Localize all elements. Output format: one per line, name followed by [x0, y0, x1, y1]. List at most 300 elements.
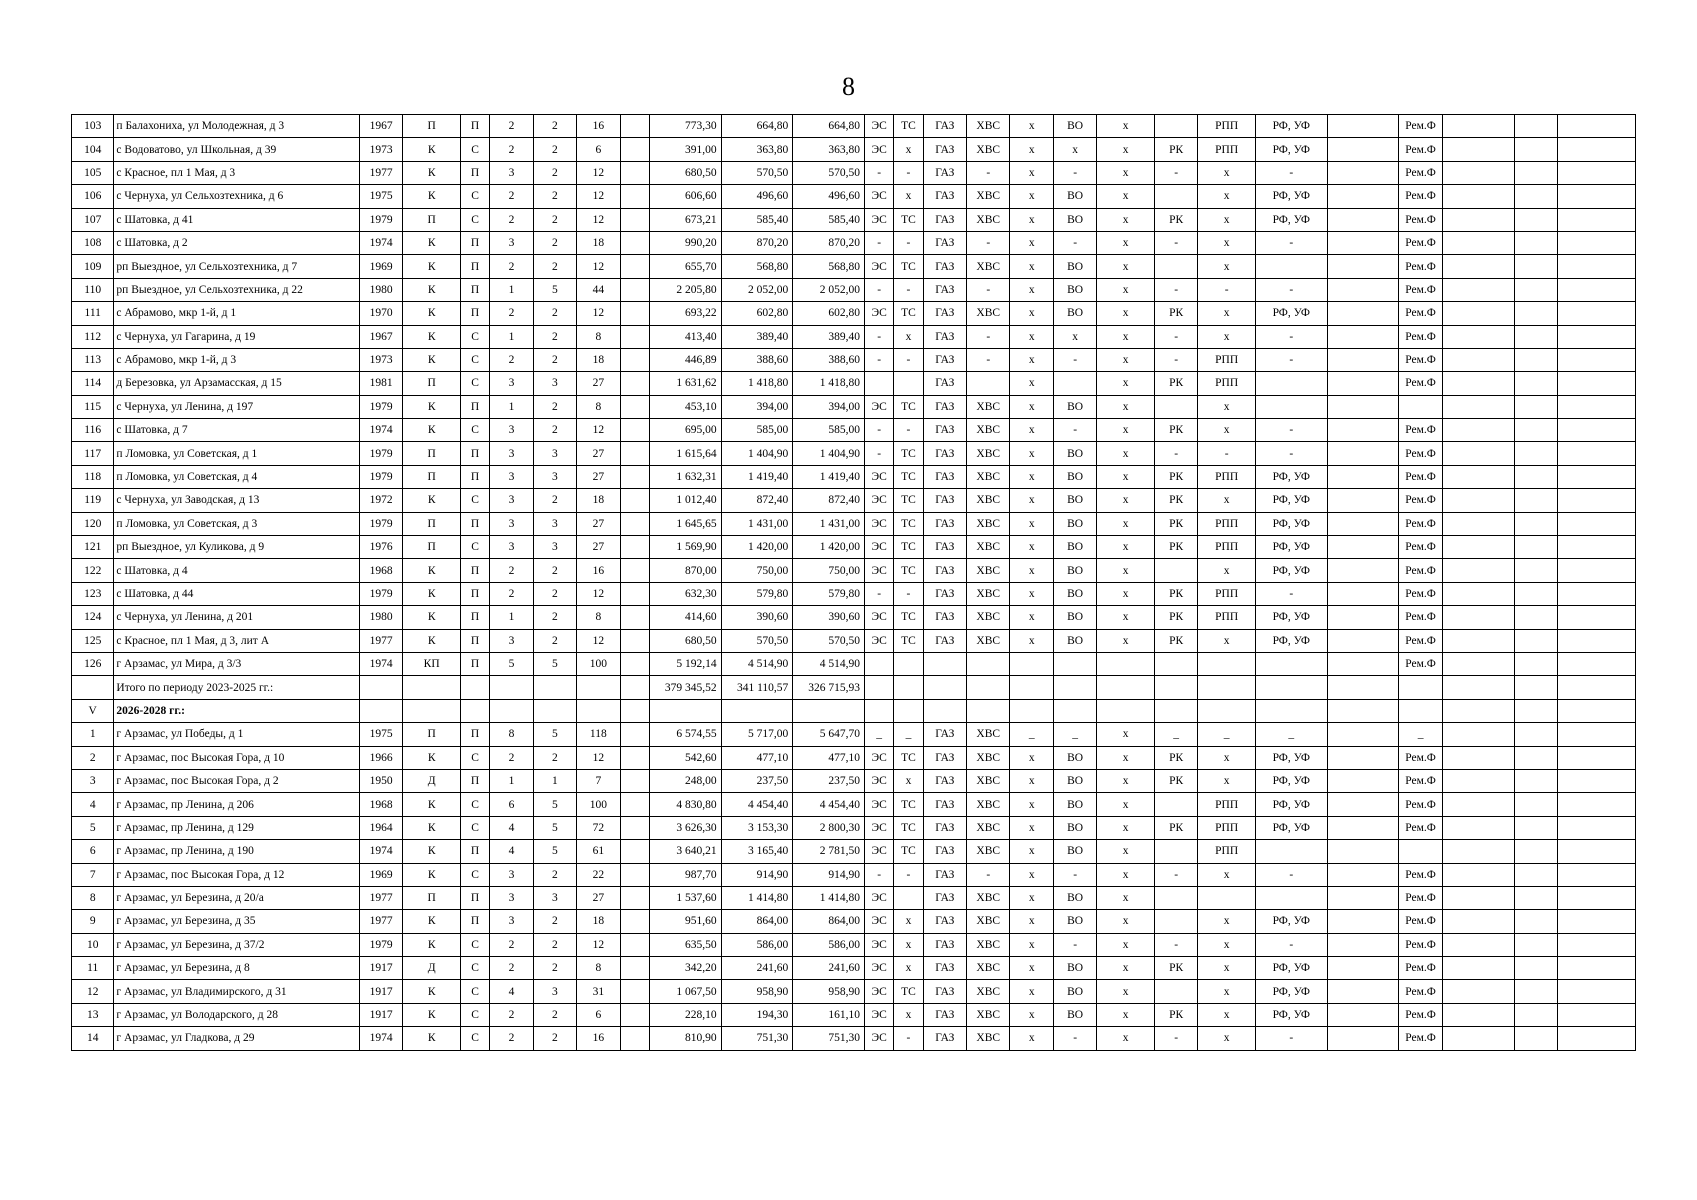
table-cell	[1442, 302, 1514, 325]
table-cell: 241,60	[793, 957, 865, 980]
table-cell	[1327, 746, 1399, 769]
table-cell: Рем.Ф	[1399, 980, 1442, 1003]
table-cell	[1255, 395, 1327, 418]
table-cell	[1053, 676, 1096, 699]
table-cell: 1979	[359, 208, 402, 231]
table-cell	[1399, 395, 1442, 418]
table-cell: -	[967, 348, 1010, 371]
table-cell: С	[460, 372, 489, 395]
table-cell	[620, 910, 649, 933]
table-cell: ЭС	[865, 957, 894, 980]
table-cell: Рем.Ф	[1399, 886, 1442, 909]
table-cell	[967, 372, 1010, 395]
table-cell: П	[460, 302, 489, 325]
table-cell: 990,20	[649, 231, 721, 254]
table-cell: 2	[490, 302, 533, 325]
table-cell: 1950	[359, 769, 402, 792]
table-cell: ГАЗ	[923, 231, 966, 254]
table-cell: х	[1097, 512, 1155, 535]
table-cell: ХВС	[967, 115, 1010, 138]
table-cell	[1514, 255, 1557, 278]
table-cell: х	[894, 1003, 923, 1026]
table-cell: -	[865, 442, 894, 465]
table-cell: х	[1097, 208, 1155, 231]
table-cell: ТС	[894, 559, 923, 582]
table-cell: х	[1097, 746, 1155, 769]
table-cell: 1 418,80	[721, 372, 793, 395]
table-cell: 914,90	[721, 863, 793, 886]
table-cell: 3	[490, 465, 533, 488]
table-cell	[620, 138, 649, 161]
table-cell: С	[460, 816, 489, 839]
table-cell: РПП	[1198, 536, 1256, 559]
table-cell: 2 052,00	[721, 278, 793, 301]
table-cell: -	[967, 325, 1010, 348]
table-cell: -	[865, 419, 894, 442]
table-cell: Рем.Ф	[1399, 512, 1442, 535]
table-cell	[1442, 582, 1514, 605]
table-cell: 586,00	[721, 933, 793, 956]
table-cell	[620, 419, 649, 442]
table-cell	[1514, 746, 1557, 769]
address-cell: г Арзамас, пос Высокая Гора, д 12	[114, 863, 360, 886]
table-cell: 1974	[359, 840, 402, 863]
table-cell: х	[894, 933, 923, 956]
table-cell: ЭС	[865, 910, 894, 933]
table-cell: 61	[577, 840, 620, 863]
table-cell	[1327, 652, 1399, 675]
table-cell: -	[1255, 863, 1327, 886]
table-cell	[1557, 325, 1635, 348]
table-cell: К	[403, 1027, 461, 1050]
table-cell: П	[403, 208, 461, 231]
table-cell: 750,00	[721, 559, 793, 582]
table-cell: ГАЗ	[923, 348, 966, 371]
table-cell: К	[403, 1003, 461, 1026]
table-cell: х	[1097, 489, 1155, 512]
table-cell: С	[460, 933, 489, 956]
table-cell: 1 404,90	[793, 442, 865, 465]
address-cell: п Балахониха, ул Молодежная, д 3	[114, 115, 360, 138]
table-cell	[1442, 489, 1514, 512]
table-cell: 12	[577, 419, 620, 442]
table-cell: ВО	[1053, 559, 1096, 582]
table-cell: 4	[490, 840, 533, 863]
table-cell: ТС	[894, 793, 923, 816]
table-cell: 751,30	[721, 1027, 793, 1050]
table-cell: П	[460, 723, 489, 746]
table-cell: х	[1010, 1003, 1053, 1026]
table-cell	[1255, 676, 1327, 699]
table-cell: ТС	[894, 536, 923, 559]
table-cell	[1053, 372, 1096, 395]
table-cell	[721, 699, 793, 722]
table-cell: х	[1198, 302, 1256, 325]
address-cell: с Водоватово, ул Школьная, д 39	[114, 138, 360, 161]
table-cell: х	[1198, 863, 1256, 886]
table-cell: ВО	[1053, 886, 1096, 909]
table-cell: П	[460, 161, 489, 184]
table-cell: 389,40	[793, 325, 865, 348]
table-cell: ТС	[894, 746, 923, 769]
table-cell: РК	[1154, 138, 1197, 161]
table-cell	[620, 980, 649, 1003]
table-cell	[1327, 559, 1399, 582]
table-cell: -	[1053, 419, 1096, 442]
table-cell: х	[1010, 185, 1053, 208]
table-cell: ГАЗ	[923, 512, 966, 535]
table-cell: х	[1097, 840, 1155, 863]
table-cell: х	[1010, 629, 1053, 652]
table-cell: х	[1198, 559, 1256, 582]
table-row	[72, 606, 1636, 629]
table-cell: 1970	[359, 302, 402, 325]
table-cell: -	[967, 161, 1010, 184]
table-cell	[1557, 676, 1635, 699]
table-cell: 1 420,00	[793, 536, 865, 559]
table-cell: 680,50	[649, 161, 721, 184]
table-cell	[1514, 1003, 1557, 1026]
table-cell: К	[403, 489, 461, 512]
table-cell: ВО	[1053, 980, 1096, 1003]
address-cell: 2026-2028 гг.:	[114, 699, 360, 722]
table-cell: х	[1010, 886, 1053, 909]
table-cell: х	[1097, 933, 1155, 956]
table-cell: 6	[577, 1003, 620, 1026]
table-row	[72, 793, 1636, 816]
table-cell: ВО	[1053, 465, 1096, 488]
table-cell: ГАЗ	[923, 372, 966, 395]
row-number-cell: 117	[72, 442, 114, 465]
table-cell	[1442, 723, 1514, 746]
table-row	[72, 348, 1636, 371]
table-cell: ГАЗ	[923, 442, 966, 465]
table-cell: ХВС	[967, 138, 1010, 161]
table-cell: Рем.Ф	[1399, 559, 1442, 582]
table-cell	[967, 652, 1010, 675]
table-cell: 16	[577, 1027, 620, 1050]
table-cell: 1980	[359, 278, 402, 301]
table-cell: ХВС	[967, 442, 1010, 465]
table-cell: 194,30	[721, 1003, 793, 1026]
table-cell	[620, 372, 649, 395]
table-row	[72, 536, 1636, 559]
table-cell: П	[460, 115, 489, 138]
table-cell: 773,30	[649, 115, 721, 138]
table-cell	[1399, 676, 1442, 699]
table-cell: -	[894, 419, 923, 442]
table-cell: 1968	[359, 793, 402, 816]
table-cell: С	[460, 536, 489, 559]
table-cell: 2	[533, 559, 576, 582]
address-cell: п Ломовка, ул Советская, д 3	[114, 512, 360, 535]
table-cell	[620, 652, 649, 675]
table-cell: 2	[533, 910, 576, 933]
table-row	[72, 185, 1636, 208]
table-cell	[1327, 231, 1399, 254]
table-cell: 7	[577, 769, 620, 792]
table-cell: х	[1097, 278, 1155, 301]
table-cell	[1514, 816, 1557, 839]
table-cell	[1327, 536, 1399, 559]
table-cell: х	[1198, 325, 1256, 348]
table-cell: 3	[490, 161, 533, 184]
table-cell	[1557, 419, 1635, 442]
table-cell	[1327, 465, 1399, 488]
table-cell: х	[1010, 582, 1053, 605]
table-cell: 18	[577, 489, 620, 512]
table-cell: 16	[577, 559, 620, 582]
table-cell: РФ, УФ	[1255, 629, 1327, 652]
table-cell: -	[1053, 863, 1096, 886]
table-cell	[1514, 325, 1557, 348]
row-number-cell: 105	[72, 161, 114, 184]
table-cell: х	[1097, 536, 1155, 559]
address-cell: г Арзамас, ул Березина, д 20/а	[114, 886, 360, 909]
table-cell: ХВС	[967, 629, 1010, 652]
table-cell: П	[460, 255, 489, 278]
table-cell: х	[1097, 465, 1155, 488]
table-cell	[1327, 582, 1399, 605]
table-cell: 3	[490, 372, 533, 395]
address-cell: г Арзамас, пос Высокая Гора, д 10	[114, 746, 360, 769]
table-cell: ХВС	[967, 1027, 1010, 1050]
table-cell: ГАЗ	[923, 840, 966, 863]
table-cell	[1327, 793, 1399, 816]
table-row	[72, 559, 1636, 582]
table-cell: х	[1010, 769, 1053, 792]
table-cell: 3	[533, 536, 576, 559]
table-cell: С	[460, 185, 489, 208]
table-cell: ГАЗ	[923, 536, 966, 559]
table-cell: х	[1010, 419, 1053, 442]
table-cell: РПП	[1198, 465, 1256, 488]
table-cell: К	[403, 325, 461, 348]
table-cell: ВО	[1053, 746, 1096, 769]
table-cell: 1 067,50	[649, 980, 721, 1003]
row-number-cell: 4	[72, 793, 114, 816]
table-cell: РФ, УФ	[1255, 115, 1327, 138]
table-cell: 1979	[359, 465, 402, 488]
row-number-cell: 113	[72, 348, 114, 371]
table-cell: ВО	[1053, 302, 1096, 325]
row-number-cell: 111	[72, 302, 114, 325]
table-cell: 1969	[359, 863, 402, 886]
table-cell	[533, 676, 576, 699]
table-cell: Рем.Ф	[1399, 863, 1442, 886]
table-cell	[1514, 652, 1557, 675]
row-number-cell: 107	[72, 208, 114, 231]
table-cell: ТС	[894, 442, 923, 465]
table-cell	[1557, 255, 1635, 278]
table-cell: РФ, УФ	[1255, 769, 1327, 792]
table-cell: К	[403, 348, 461, 371]
table-cell	[1154, 886, 1197, 909]
table-cell: РК	[1154, 629, 1197, 652]
table-cell: 100	[577, 793, 620, 816]
table-cell: х	[1198, 255, 1256, 278]
table-cell: х	[1053, 325, 1096, 348]
table-cell: -	[1198, 442, 1256, 465]
table-cell: РПП	[1198, 582, 1256, 605]
table-cell	[1557, 348, 1635, 371]
table-cell: 4 454,40	[721, 793, 793, 816]
table-cell: 3	[533, 980, 576, 1003]
table-cell	[1198, 652, 1256, 675]
table-cell: ЭС	[865, 1003, 894, 1026]
table-cell	[1514, 582, 1557, 605]
table-cell: 453,10	[649, 395, 721, 418]
table-cell	[894, 886, 923, 909]
table-cell: 2	[533, 606, 576, 629]
table-cell: 2	[490, 185, 533, 208]
table-cell	[1097, 699, 1155, 722]
table-cell: 2	[533, 161, 576, 184]
table-cell	[620, 185, 649, 208]
table-cell: ХВС	[967, 723, 1010, 746]
table-cell: 664,80	[793, 115, 865, 138]
table-cell: х	[1010, 255, 1053, 278]
table-cell: 8	[490, 723, 533, 746]
table-cell: Рем.Ф	[1399, 1003, 1442, 1026]
table-cell: х	[1198, 746, 1256, 769]
table-cell: 4	[490, 980, 533, 1003]
table-row	[72, 442, 1636, 465]
table-cell: х	[894, 957, 923, 980]
table-cell	[1327, 115, 1399, 138]
row-number-cell: 1	[72, 723, 114, 746]
table-cell	[1154, 980, 1197, 1003]
row-number-cell: 12	[72, 980, 114, 1003]
table-cell: х	[1010, 933, 1053, 956]
table-cell: -	[1255, 348, 1327, 371]
table-cell: 987,70	[649, 863, 721, 886]
table-cell: 388,60	[721, 348, 793, 371]
table-cell: 1 419,40	[793, 465, 865, 488]
table-cell	[1442, 676, 1514, 699]
table-cell	[1514, 419, 1557, 442]
table-cell: -	[1154, 348, 1197, 371]
address-cell: с Абрамово, мкр 1-й, д 1	[114, 302, 360, 325]
table-cell: ГАЗ	[923, 138, 966, 161]
table-row	[72, 746, 1636, 769]
table-cell: 2	[533, 933, 576, 956]
table-cell: 394,00	[793, 395, 865, 418]
table-cell: 12	[577, 161, 620, 184]
address-cell: рп Выездное, ул Сельхозтехника, д 22	[114, 278, 360, 301]
table-cell	[403, 699, 461, 722]
table-cell: _	[865, 723, 894, 746]
row-number-cell: 103	[72, 115, 114, 138]
table-cell: х	[1010, 161, 1053, 184]
table-cell	[1442, 793, 1514, 816]
table-cell	[1514, 536, 1557, 559]
table-cell: РПП	[1198, 840, 1256, 863]
table-cell: 695,00	[649, 419, 721, 442]
table-cell: х	[1198, 980, 1256, 1003]
table-cell: Рем.Ф	[1399, 489, 1442, 512]
table-cell: 1969	[359, 255, 402, 278]
table-cell	[1053, 699, 1096, 722]
table-cell	[1010, 676, 1053, 699]
table-cell: 477,10	[793, 746, 865, 769]
table-cell: х	[1010, 863, 1053, 886]
table-cell	[923, 652, 966, 675]
table-cell	[620, 957, 649, 980]
table-cell: х	[1010, 231, 1053, 254]
table-cell: 18	[577, 910, 620, 933]
table-cell: х	[1097, 185, 1155, 208]
table-cell: 1975	[359, 185, 402, 208]
table-cell	[1442, 1003, 1514, 1026]
row-number-cell: 114	[72, 372, 114, 395]
table-row	[72, 629, 1636, 652]
table-cell: х	[1097, 255, 1155, 278]
table-cell: -	[1255, 933, 1327, 956]
table-cell: х	[1010, 1027, 1053, 1050]
table-cell: 2	[533, 348, 576, 371]
address-cell: г Арзамас, ул Мира, д 3/3	[114, 652, 360, 675]
table-cell: 1917	[359, 980, 402, 1003]
table-cell	[1514, 840, 1557, 863]
table-cell: РК	[1154, 302, 1197, 325]
table-cell: 326 715,93	[793, 676, 865, 699]
table-cell	[1327, 255, 1399, 278]
table-cell: РК	[1154, 419, 1197, 442]
table-cell: ГАЗ	[923, 980, 966, 1003]
table-row	[72, 138, 1636, 161]
table-cell: 237,50	[793, 769, 865, 792]
table-cell: ГАЗ	[923, 582, 966, 605]
table-cell: 1979	[359, 582, 402, 605]
table-cell: 5	[533, 723, 576, 746]
row-number-cell: 121	[72, 536, 114, 559]
table-cell: ВО	[1053, 255, 1096, 278]
table-cell: 2	[533, 489, 576, 512]
address-cell: с Шатовка, д 7	[114, 419, 360, 442]
table-cell: 568,80	[793, 255, 865, 278]
table-cell: -	[1053, 161, 1096, 184]
table-cell: К	[403, 138, 461, 161]
table-cell: 22	[577, 863, 620, 886]
table-cell: С	[460, 489, 489, 512]
table-cell: К	[403, 980, 461, 1003]
table-cell: РФ, УФ	[1255, 465, 1327, 488]
table-cell	[1327, 185, 1399, 208]
table-cell: ГАЗ	[923, 886, 966, 909]
table-cell: 3	[490, 863, 533, 886]
table-cell: 750,00	[793, 559, 865, 582]
table-cell	[620, 746, 649, 769]
table-cell	[1255, 372, 1327, 395]
table-cell	[1442, 138, 1514, 161]
address-cell: с Шатовка, д 4	[114, 559, 360, 582]
table-cell: 5	[533, 652, 576, 675]
table-cell: РК	[1154, 489, 1197, 512]
table-cell	[1514, 115, 1557, 138]
table-cell: 477,10	[721, 746, 793, 769]
table-cell: К	[403, 582, 461, 605]
address-cell: г Арзамас, ул Владимирского, д 31	[114, 980, 360, 1003]
table-cell: 3	[533, 886, 576, 909]
address-cell: г Арзамас, пр Ленина, д 129	[114, 816, 360, 839]
table-cell: 12	[577, 302, 620, 325]
table-cell: 1	[490, 395, 533, 418]
address-cell: г Арзамас, ул Победы, д 1	[114, 723, 360, 746]
table-cell	[923, 676, 966, 699]
table-cell: 2	[533, 255, 576, 278]
table-cell: 6	[490, 793, 533, 816]
